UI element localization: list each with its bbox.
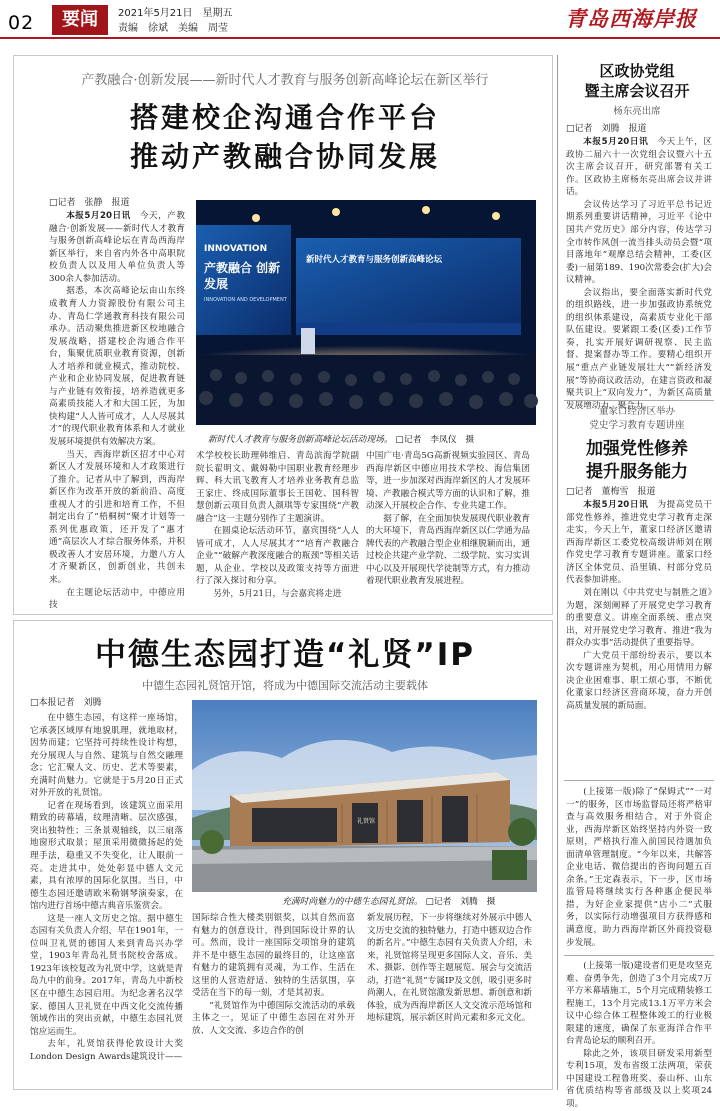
second-paragraph: 记者在现场看到，该建筑立面采用精致的砖幕墙，纹理清晰、层次感强，突出独特性；三条景观轴线，以三扇落地窗形式取景；屋顶采用微微扬起的处理手法，稳重又不失变化，让人眼前一亮。走进其中，处处彰显中德人文元素，具有浓厚的国际化氛围。当日，中德生态园还邀请欧米勒钢琴演奏家，在馆内进行首场中德古典音乐鉴赏会。 <box>30 800 183 912</box>
right-b-kicker-line1: 董家口经济区举办 <box>598 406 675 417</box>
right-b-body <box>566 486 712 712</box>
second-paragraph: 新发展历程，下一步将继续对外展示中德人文历史交流的独特魅力，打造中德双边合作的新名片。”中德生态园有关负责人介绍，未来，礼贤馆将呈现更多国际人文、音乐、美术、摄影、创作等主题展览、展会与交流活动，打造“礼贤”专属IP及文创，吸引更多时尚潮人，在礼贤馆激发新思想、新创意和新体验，成为西海岸新区人文交流示范场馆和地标建筑，展示新区时尚元素和多元文化。 <box>367 913 532 1024</box>
lead-column-2 <box>196 450 359 601</box>
second-paragraph: 这是一座人文历史之馆。据中德生态园有关负责人介绍，早在1901年，一位叫卫礼贤的德国人来到青岛兴办学堂，1903年青岛礼贤书院校舍落成。1923年该校复改为礼贤中学，这就是青岛九中的前身。2017年，青岛九中新校区在中德生态园启用。为纪念著名汉学家、德国人卫礼贤在中西文化交流传播领域作出的突出贡献，中德生态园礼贤馆应运而生。 <box>30 913 183 1037</box>
right-b-paragraph: 刘在刚以《中共党史与制胜之道》为题，深刻阐释了开展党史学习教育的重要意义。讲座全面系统、重点突出，对开展党史学习教育、推进“我为群众办实事”活动提供了重要指导。 <box>566 587 712 649</box>
right-d-paragraph: 除此之外，该项目研发采用新型专利15项，发布省级工法两项，荣获中国建设工程鲁班奖、泰山杯、山东省优质结构等省部级及以上奖项24项。 <box>566 1048 712 1110</box>
page-number: 02 <box>8 12 35 34</box>
right-d-body <box>566 960 712 1111</box>
building-photo-drawing <box>192 700 537 892</box>
right-b-byline: □记者 董梅雪 报道 <box>566 487 656 497</box>
lead-kicker: 产教融合·创新发展——新时代人才教育与服务创新高峰论坛在新区举行 <box>81 73 489 88</box>
screen-title: 新时代人才教育与服务创新高峰论坛 <box>306 255 443 265</box>
screen-text-en: INNOVATION <box>204 244 268 254</box>
lead-paragraph: 本报5月20日讯 今天，产教融合·创新发展——新时代人才教育与服务创新高峰论坛在青岛西海岸新区举行，来自省内外各中高职院校负责人以及用人单位负责人等300余人参加活动。 <box>49 211 185 284</box>
lead-paragraph: 据悉，本次高峰论坛由山东终成教育人力资源股份有限公司主办、青岛仁学通教育科技有限公司承办。活动聚焦推进新区校地融合发展战略，搭建校企沟通合作平台，集聚优质职业教育资源，创新人才培养和就业模式，推动院校、产业和企业协同发展，促进教育链与产业链有效衔接，培养造就更多高素质技能人才和大国工匠，为加快构建“人人皆可成才，人人尽展其才”的现代职业教育体系和人才就业发展环境提供有效解决方案。 <box>49 286 185 447</box>
lead-paragraph: 据了解，在全面加快发展现代职业教育的大环境下，青岛西海岸新区以仁学通为品牌代表的产教融合型企业相继脱颖而出，通过校企共建产业学院、二级学院、实习实训中心以及开展现代学徒制等方式，有力推动着现代职业教育发展进程。 <box>366 513 530 587</box>
second-paragraph: 国际综合性大楼类别银奖，以其自然而富有魅力的创意设计，得到国际设计界的认可。然而，设计一座国际交项馆身的建筑并不是中德生态园的最终目的，让这座富有魅力的建筑拥有灵魂，为工作、生活在这里的人营造舒适、独特的生活氛围，享受活在当下的每一刻，才是其初衷。 <box>192 913 355 999</box>
editors-line: 责编 徐斌 美编 周莹 <box>118 23 228 34</box>
right-divider <box>564 780 714 781</box>
screen-text-cn: 产教融合 创新发展 <box>204 261 281 291</box>
right-c-paragraph: (上接第一版)除了“保姆式”“一对一”的服务，区市场监督局还将严格审查与高效服务相结合，对于外资企业，西海岸新区始终坚持内外资一致原则，严格执行准入前国民待遇加负面清单管理制度。“今年以来，共解答企业电话、微信提出的咨询问题五百余条。”王定森表示，下一步，区市场监管局将继续实行各种惠企便民举措，为好企业家提供“店小二”式服务，以实际行动增强项目方获得感和满意度，助力西海岸新区外商投资稳步发展。 <box>566 787 712 948</box>
lead-column-3 <box>366 450 530 588</box>
header-rule <box>0 37 720 39</box>
header-info <box>118 6 233 36</box>
dateline: 本报5月20日讯 <box>66 211 131 222</box>
right-a-body <box>566 123 712 412</box>
right-article-a-title <box>562 61 712 101</box>
second-byline: □本报记者 刘腾 <box>30 698 102 708</box>
caption-credit: □记者 刘腾 摄 <box>425 897 496 907</box>
right-article-b-title <box>562 438 712 484</box>
second-title-pre: 中德生态园打造 <box>94 637 326 673</box>
right-a-paragraph: 会议指出，要全面落实新时代党的组织路线，进一步加强政协系统党的组织体系建设，高素质专业化干部队伍建设。要紧跟工委(区委)工作节奏，扎实开展好调研视察、民主监督、提案督办等工作。要精心组织开展“重点产业链发展壮大”“新经济发展”等协商议政活动，在建言资政和凝聚共识上“双向发力”，为新区高质量发展增动力、聚合力。 <box>566 287 712 411</box>
section-label: 要闻 <box>52 5 108 35</box>
right-d-paragraph: (上接第一版)建设者们更是攻坚克难、奋勇争先，创造了3个月完成7万平方米幕墙施工，5个月完成精装修工程施工，13个月完成13.1万平方米会议中心综合体工程整体竣工的行业极限建的速度，确保了东亚海洋合作平台青岛论坛的顺利召开。 <box>566 961 712 1047</box>
right-a-title-line1: 区政协党组 <box>599 62 675 80</box>
second-paragraph: “礼贤馆作为中德国际交流活动的承载主体之一，见证了中德生态园在对外开放、人文交流、多边合作的创 <box>192 1000 355 1036</box>
lead-title-line1: 搭建校企沟通合作平台 <box>129 101 440 134</box>
right-a-subtitle: 杨东亮出席 <box>613 106 661 117</box>
right-a-paragraph: 本报5月20日讯 今天上午，区政协二届六十一次党组会议暨六十五次主席会议召开，研究部署有关工作。区政协主席杨东亮出席会议并讲话。 <box>566 137 712 198</box>
column-separator <box>557 55 558 1090</box>
forum-photo-caption <box>208 434 538 447</box>
right-a-byline: □记者 刘腾 报道 <box>566 124 647 134</box>
caption-text: 新时代人才教育与服务创新高峰论坛活动现场。 <box>208 435 393 445</box>
right-b-paragraph: 本报5月20日讯 为提高党员干部党性修养，推进党史学习教育走深走实，今天上午，董家口经济区邀请西海岸新区工委党校高级讲师刘在刚作党史学习教育专题讲座。董家口经济区全体党员、沿里镇、村部分党员代表参加讲座。 <box>566 500 712 586</box>
building-photo <box>192 700 537 892</box>
forum-photo <box>196 200 536 425</box>
building-photo-caption <box>192 896 537 909</box>
right-divider <box>564 400 714 401</box>
second-paragraph: 去年，礼贤馆获得伦敦设计大奖London Design Awards建筑设计—— <box>30 1039 183 1062</box>
right-a-title-line2: 暨主席会议召开 <box>584 82 690 100</box>
second-title-quote: “礼贤” <box>325 637 437 673</box>
second-title-post: IP <box>436 637 475 673</box>
second-title <box>20 633 550 678</box>
masthead-logo: 青岛西海岸报 <box>565 6 697 31</box>
second-column-1 <box>30 712 183 1063</box>
caption-text: 充满时尚魅力的中德生态园礼贤馆。 <box>282 897 423 907</box>
date-line: 2021年5月21日 星期五 <box>118 8 233 19</box>
right-b-title-line2: 提升服务能力 <box>586 462 688 482</box>
dateline: 本报5月20日讯 <box>583 137 649 148</box>
second-column-2 <box>192 912 355 1037</box>
right-b-paragraph: 广大党员干部纷纷表示，要以本次专题讲座为契机，用心用情用力解决企业困难事、职工烦心事，不断优化董家口经济区营商环境，奋力开创高质量发展的新局面。 <box>566 650 712 711</box>
lead-byline: □记者 张静 报道 <box>49 198 130 208</box>
forum-photo-drawing <box>196 200 536 425</box>
lead-paragraph: 在圆桌论坛活动环节，嘉宾围绕“人人皆可成才，人人尽展其才”“培育产教融合企业”“破解产教深度融合的瓶颈”等相关话题，从企业、学校以及政策支持等方面进行了深入探讨和分享。 <box>196 526 359 587</box>
lead-paragraph: 术学校校长助理韩维启、青岛滨海学院副院长翟明文、戴姆勒中国职业教育经理步辉、科大讯飞教育人才培养业务教育总监王家庄、终成国际董事长王国乾、国科智慧创新云项目负责人颜琪等专家围绕“产教融合”这一主题分别作了主题演讲。 <box>196 451 359 524</box>
lead-paragraph: 另外，5月21日，与会嘉宾将走进 <box>213 589 342 600</box>
building-sign: 礼贤馆 <box>357 818 376 825</box>
screen-text-en2: INNOVATION AND DEVELOPMENT <box>204 297 287 303</box>
second-subtitle: 中德生态园礼贤馆开馆，将成为中德国际交流活动主要载体 <box>142 679 428 692</box>
second-column-3 <box>367 912 532 1025</box>
caption-credit: □记者 李凤仪 摄 <box>395 435 475 445</box>
lead-column-1 <box>49 197 185 612</box>
lead-paragraph: 当天，西海岸新区招才中心对新区人才发展环境和人才政策进行了推介。记者从中了解到，西海岸新区作为改革开放的新前沿、高度重视人才的引进和培育工作，不但制定出台了“梧桐树”聚才计划等一系列优惠政策，还开发了“惠才通”高层次人才综合服务体系，并积极改善人才安居环境，力邀八方人才齐聚新区，创新创业，共创未来。 <box>49 449 185 585</box>
lead-paragraph: 在主题论坛活动中，中德应用技 <box>49 587 185 611</box>
second-paragraph: 在中德生态园，有这样一座场馆，它承袭区域厚有地貌肌理，就地取材，因势而建；它坚持可持续性设计构想，充分展现人与自然、建筑与自然交融理念；它汇聚人文、历史、艺术等要素，充满时尚魅力。它就是于5月20日正式对外开放的礼贤馆。 <box>30 713 183 799</box>
right-b-title-line1: 加强党性修养 <box>586 439 688 459</box>
right-b-kicker-line2: 党史学习教育专题讲座 <box>589 420 685 431</box>
right-c-body <box>566 786 712 949</box>
right-a-paragraph: 会议传达学习了习近平总书记近期系列重要讲话精神，习近平《论中国共产党历史》部分内容，传达学习全市转作风创一流当排头动员会暨“项目落地年”观摩总结会精神，工委(区委)一届第189、190次常委会(扩大)会议精神。 <box>566 199 712 286</box>
dateline: 本报5月20日讯 <box>583 500 649 511</box>
right-divider <box>564 955 714 956</box>
lead-paragraph: 中国广电·青岛5G高新视频实验园区、青岛西海岸新区中德应用技术学校、海信集团等，进一步加深对西海岸新区的人才发展环境、产教融合模式等方面的认识和了解，推动深入开展校企合作、专业共建工作。 <box>366 451 530 512</box>
right-b-kicker <box>562 405 712 433</box>
lead-title-line2: 推动产教融合协同发展 <box>129 140 440 173</box>
